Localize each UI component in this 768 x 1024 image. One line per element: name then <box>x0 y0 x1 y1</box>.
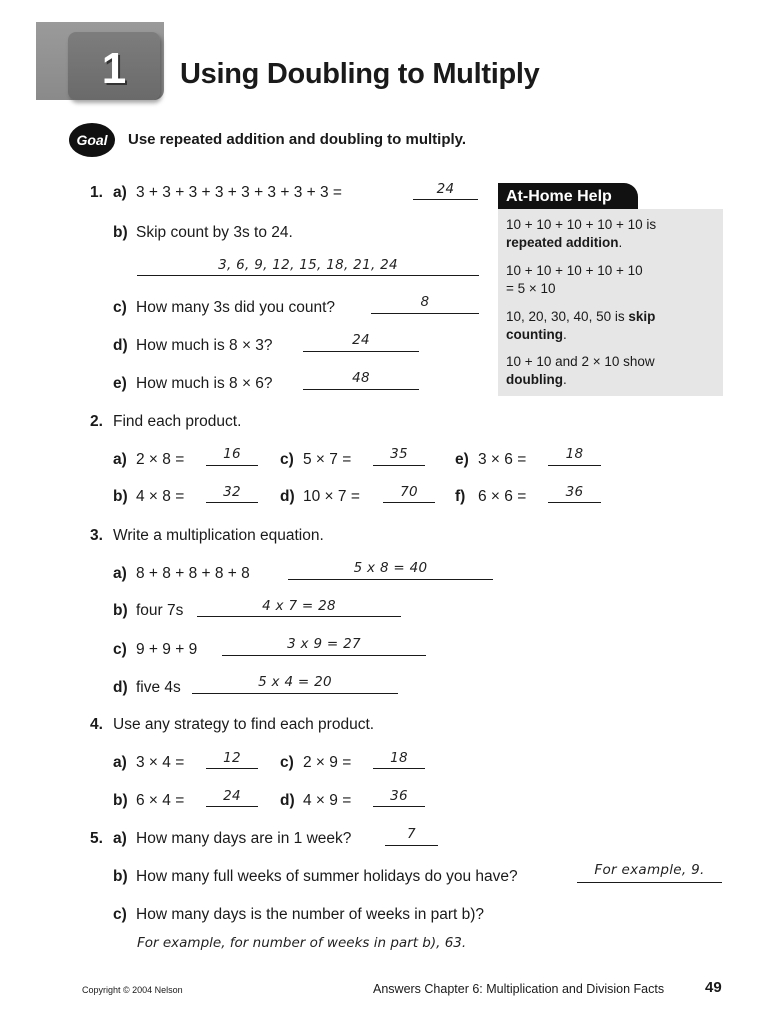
q4-number: 4. <box>90 716 103 733</box>
q5c-text: How many days is the number of weeks in part b)? <box>136 906 485 923</box>
help-text: 10 + 10 + 10 + 10 + 10 is <box>506 217 657 232</box>
q3d-answer: 5 x 4 = 20 <box>258 674 332 690</box>
q1a-label: a) <box>113 184 127 201</box>
answer-line <box>222 655 426 656</box>
answer-line <box>137 275 479 276</box>
copyright: Copyright © 2004 Nelson <box>82 985 183 995</box>
help-paragraph-2 <box>506 262 716 298</box>
q2b-answer: 32 <box>223 484 241 500</box>
q1d-answer: 24 <box>352 332 370 348</box>
q2b-text: 4 × 8 = <box>136 488 185 505</box>
help-paragraph-1 <box>506 216 716 252</box>
help-term: skip <box>628 309 656 324</box>
q2d-answer: 70 <box>400 484 418 500</box>
answer-line <box>413 199 478 200</box>
lesson-number: 1 <box>101 44 127 93</box>
q2f-answer: 36 <box>565 484 584 500</box>
q3a-answer: 5 x 8 = 40 <box>353 560 428 576</box>
q5c-label: c) <box>113 906 127 923</box>
q3c-text: 9 + 9 + 9 <box>136 641 198 658</box>
footer-chapter-ref: Answers Chapter 6: Multiplication and Division Facts <box>373 982 665 996</box>
q2b-label: b) <box>113 488 128 505</box>
answer-line <box>288 579 493 580</box>
q2e-label: e) <box>455 451 469 468</box>
q4a-answer: 12 <box>223 750 241 766</box>
q3c-answer: 3 x 9 = 27 <box>287 636 361 652</box>
q1b-text: Skip count by 3s to 24. <box>136 224 293 241</box>
q2c-answer: 35 <box>390 446 408 462</box>
q2d-label: d) <box>280 488 295 505</box>
q3d-text: five 4s <box>136 679 181 696</box>
help-text: 10 + 10 + 10 + 10 + 10 <box>506 263 643 278</box>
q1-number: 1. <box>90 184 103 201</box>
answer-line <box>385 845 438 846</box>
q3c-label: c) <box>113 641 127 658</box>
q1d-text: How much is 8 × 3? <box>136 337 273 354</box>
q2f-text: 6 × 6 = <box>478 488 527 505</box>
q4d-label: d) <box>280 792 295 809</box>
answer-line <box>206 768 258 769</box>
q4b-answer: 24 <box>223 788 241 804</box>
q4-text: Use any strategy to find each product. <box>113 716 375 733</box>
q4d-text: 4 × 9 = <box>303 792 352 809</box>
q4c-label: c) <box>280 754 294 771</box>
q1a-answer: 24 <box>436 181 455 197</box>
q5b-answer: For example, 9. <box>594 862 705 878</box>
q5a-label: a) <box>113 830 127 847</box>
help-text: 10 + 10 and 2 × 10 show <box>506 354 655 369</box>
q4a-label: a) <box>113 754 127 771</box>
answer-line <box>383 502 435 503</box>
q3-number: 3. <box>90 527 103 544</box>
answer-line <box>303 351 419 352</box>
q4c-answer: 18 <box>390 750 408 766</box>
q2f-label: f) <box>455 488 466 505</box>
q3a-text: 8 + 8 + 8 + 8 + 8 <box>136 565 250 582</box>
answer-line <box>373 465 425 466</box>
q1c-answer: 8 <box>420 294 430 310</box>
q5-number: 5. <box>90 830 103 847</box>
q5a-text: How many days are in 1 week? <box>136 830 352 847</box>
q1d-label: d) <box>113 337 128 354</box>
help-title: At-Home Help <box>498 183 638 210</box>
q1a-text: 3 + 3 + 3 + 3 + 3 + 3 + 3 + 3 = <box>136 184 342 201</box>
help-text: . <box>618 235 623 250</box>
q3b-answer: 4 x 7 = 28 <box>262 598 336 614</box>
help-term: doubling <box>506 372 563 387</box>
q5b-text: How many full weeks of summer holidays do you have? <box>136 868 518 885</box>
answer-line <box>303 389 419 390</box>
answer-line <box>206 806 258 807</box>
page-title: Using Doubling to Multiply <box>180 58 540 90</box>
q2-number: 2. <box>90 413 103 430</box>
q1e-text: How much is 8 × 6? <box>136 375 273 392</box>
answer-line <box>577 882 722 883</box>
q2a-answer: 16 <box>223 446 241 462</box>
help-paragraph-3 <box>506 308 716 344</box>
help-text: 10, 20, 30, 40, 50 is <box>506 309 629 324</box>
q2e-answer: 18 <box>565 446 584 462</box>
answer-line <box>371 313 479 314</box>
answer-line <box>192 693 398 694</box>
q2a-label: a) <box>113 451 127 468</box>
q2c-text: 5 × 7 = <box>303 451 352 468</box>
q3-text: Write a multiplication equation. <box>113 527 324 544</box>
q4b-label: b) <box>113 792 128 809</box>
q1e-label: e) <box>113 375 127 392</box>
q2-text: Find each product. <box>113 413 242 430</box>
q1b-label: b) <box>113 224 128 241</box>
q1b-answer: 3, 6, 9, 12, 15, 18, 21, 24 <box>218 257 398 273</box>
answer-line <box>206 465 258 466</box>
q5a-answer: 7 <box>407 826 416 842</box>
answer-line <box>548 465 601 466</box>
q2c-label: c) <box>280 451 294 468</box>
goal-text: Use repeated addition and doubling to multiply. <box>128 131 467 148</box>
q1c-text: How many 3s did you count? <box>136 299 336 316</box>
help-term: repeated addition <box>506 235 619 250</box>
answer-line <box>373 806 425 807</box>
q5b-label: b) <box>113 868 128 885</box>
answer-line <box>206 502 258 503</box>
help-text: = 5 × 10 <box>506 281 556 296</box>
q4a-text: 3 × 4 = <box>136 754 185 771</box>
q2a-text: 2 × 8 = <box>136 451 185 468</box>
q3d-label: d) <box>113 679 128 696</box>
q5c-answer: For example, for number of weeks in part b), 63. <box>137 935 467 951</box>
q2d-text: 10 × 7 = <box>303 488 360 505</box>
help-paragraph-4 <box>506 353 716 389</box>
help-term: counting <box>506 327 563 342</box>
q4c-text: 2 × 9 = <box>303 754 352 771</box>
q3b-label: b) <box>113 602 128 619</box>
goal-badge: Goal <box>69 123 115 157</box>
answer-line <box>197 616 401 617</box>
q3b-text: four 7s <box>136 602 184 619</box>
q2e-text: 3 × 6 = <box>478 451 527 468</box>
q4d-answer: 36 <box>390 788 408 804</box>
q1e-answer: 48 <box>352 370 370 386</box>
q4b-text: 6 × 4 = <box>136 792 185 809</box>
q1c-label: c) <box>113 299 127 316</box>
help-text: . <box>563 327 567 342</box>
page-number: 49 <box>705 979 722 996</box>
answer-line <box>548 502 601 503</box>
answer-line <box>373 768 425 769</box>
help-text: . <box>562 372 567 387</box>
q3a-label: a) <box>113 565 127 582</box>
